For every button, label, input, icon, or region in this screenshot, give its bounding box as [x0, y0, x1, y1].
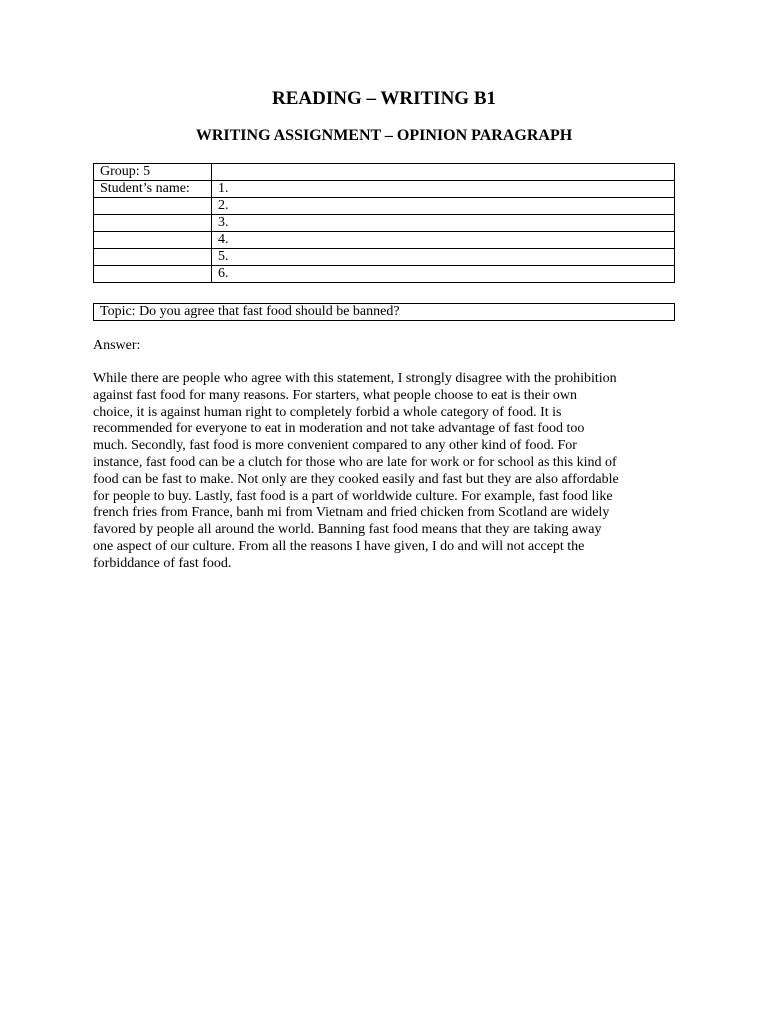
group-value-cell	[212, 164, 675, 181]
student-number: 3.	[212, 215, 675, 232]
answer-line: for people to buy. Lastly, fast food is a part of worldwide culture. For example, fast food like	[93, 488, 613, 504]
students-label: Student’s name:	[94, 181, 212, 198]
empty-cell	[94, 198, 212, 215]
student-number: 5.	[212, 249, 675, 266]
answer-line: food can be fast to make. Not only are they cooked easily and fast but they are also affordable	[93, 471, 619, 487]
table-row	[94, 266, 675, 283]
group-label: Group: 5	[94, 164, 212, 181]
answer-line: recommended for everyone to eat in moderation and not take advantage of fast food too	[93, 421, 585, 437]
table-row	[94, 249, 675, 266]
table-row	[94, 164, 675, 181]
empty-cell	[94, 266, 212, 283]
group-info-table	[93, 163, 675, 283]
table-row	[94, 181, 675, 198]
empty-cell	[94, 232, 212, 249]
answer-line: While there are people who agree with this statement, I strongly disagree with the prohibition	[93, 371, 617, 386]
answer-line: one aspect of our culture. From all the reasons I have given, I do and will not accept the	[93, 538, 585, 554]
student-number: 2.	[212, 198, 675, 215]
empty-cell	[94, 215, 212, 232]
answer-line: favored by people all around the world. Banning fast food means that they are taking away	[93, 522, 602, 538]
answer-line: french fries from France, banh mi from Vietnam and fried chicken from Scotland are widely	[93, 505, 610, 521]
answer-line: against fast food for many reasons. For starters, what people choose to eat is their own	[93, 387, 578, 403]
answer-label: Answer:	[93, 338, 141, 353]
student-number: 4.	[212, 232, 675, 249]
document-title: READING – WRITING B1	[272, 88, 496, 109]
answer-line: choice, it is against human right to completely forbid a whole category of food. It is	[93, 404, 562, 420]
document-subtitle: WRITING ASSIGNMENT – OPINION PARAGRAPH	[195, 127, 573, 144]
answer-line: instance, fast food can be a clutch for those who are late for work or for school as this kind of	[93, 454, 617, 470]
student-number: 6.	[212, 266, 675, 283]
table-row	[94, 198, 675, 215]
topic-box: Topic: Do you agree that fast food should be banned?	[93, 303, 675, 321]
answer-line: much. Secondly, fast food is more convenient compared to any other kind of food. For	[93, 438, 577, 454]
table-row	[94, 215, 675, 232]
empty-cell	[94, 249, 212, 266]
answer-paragraph	[93, 371, 675, 573]
answer-line: forbiddance of fast food.	[93, 555, 232, 571]
student-number: 1.	[212, 181, 675, 198]
table-row	[94, 232, 675, 249]
